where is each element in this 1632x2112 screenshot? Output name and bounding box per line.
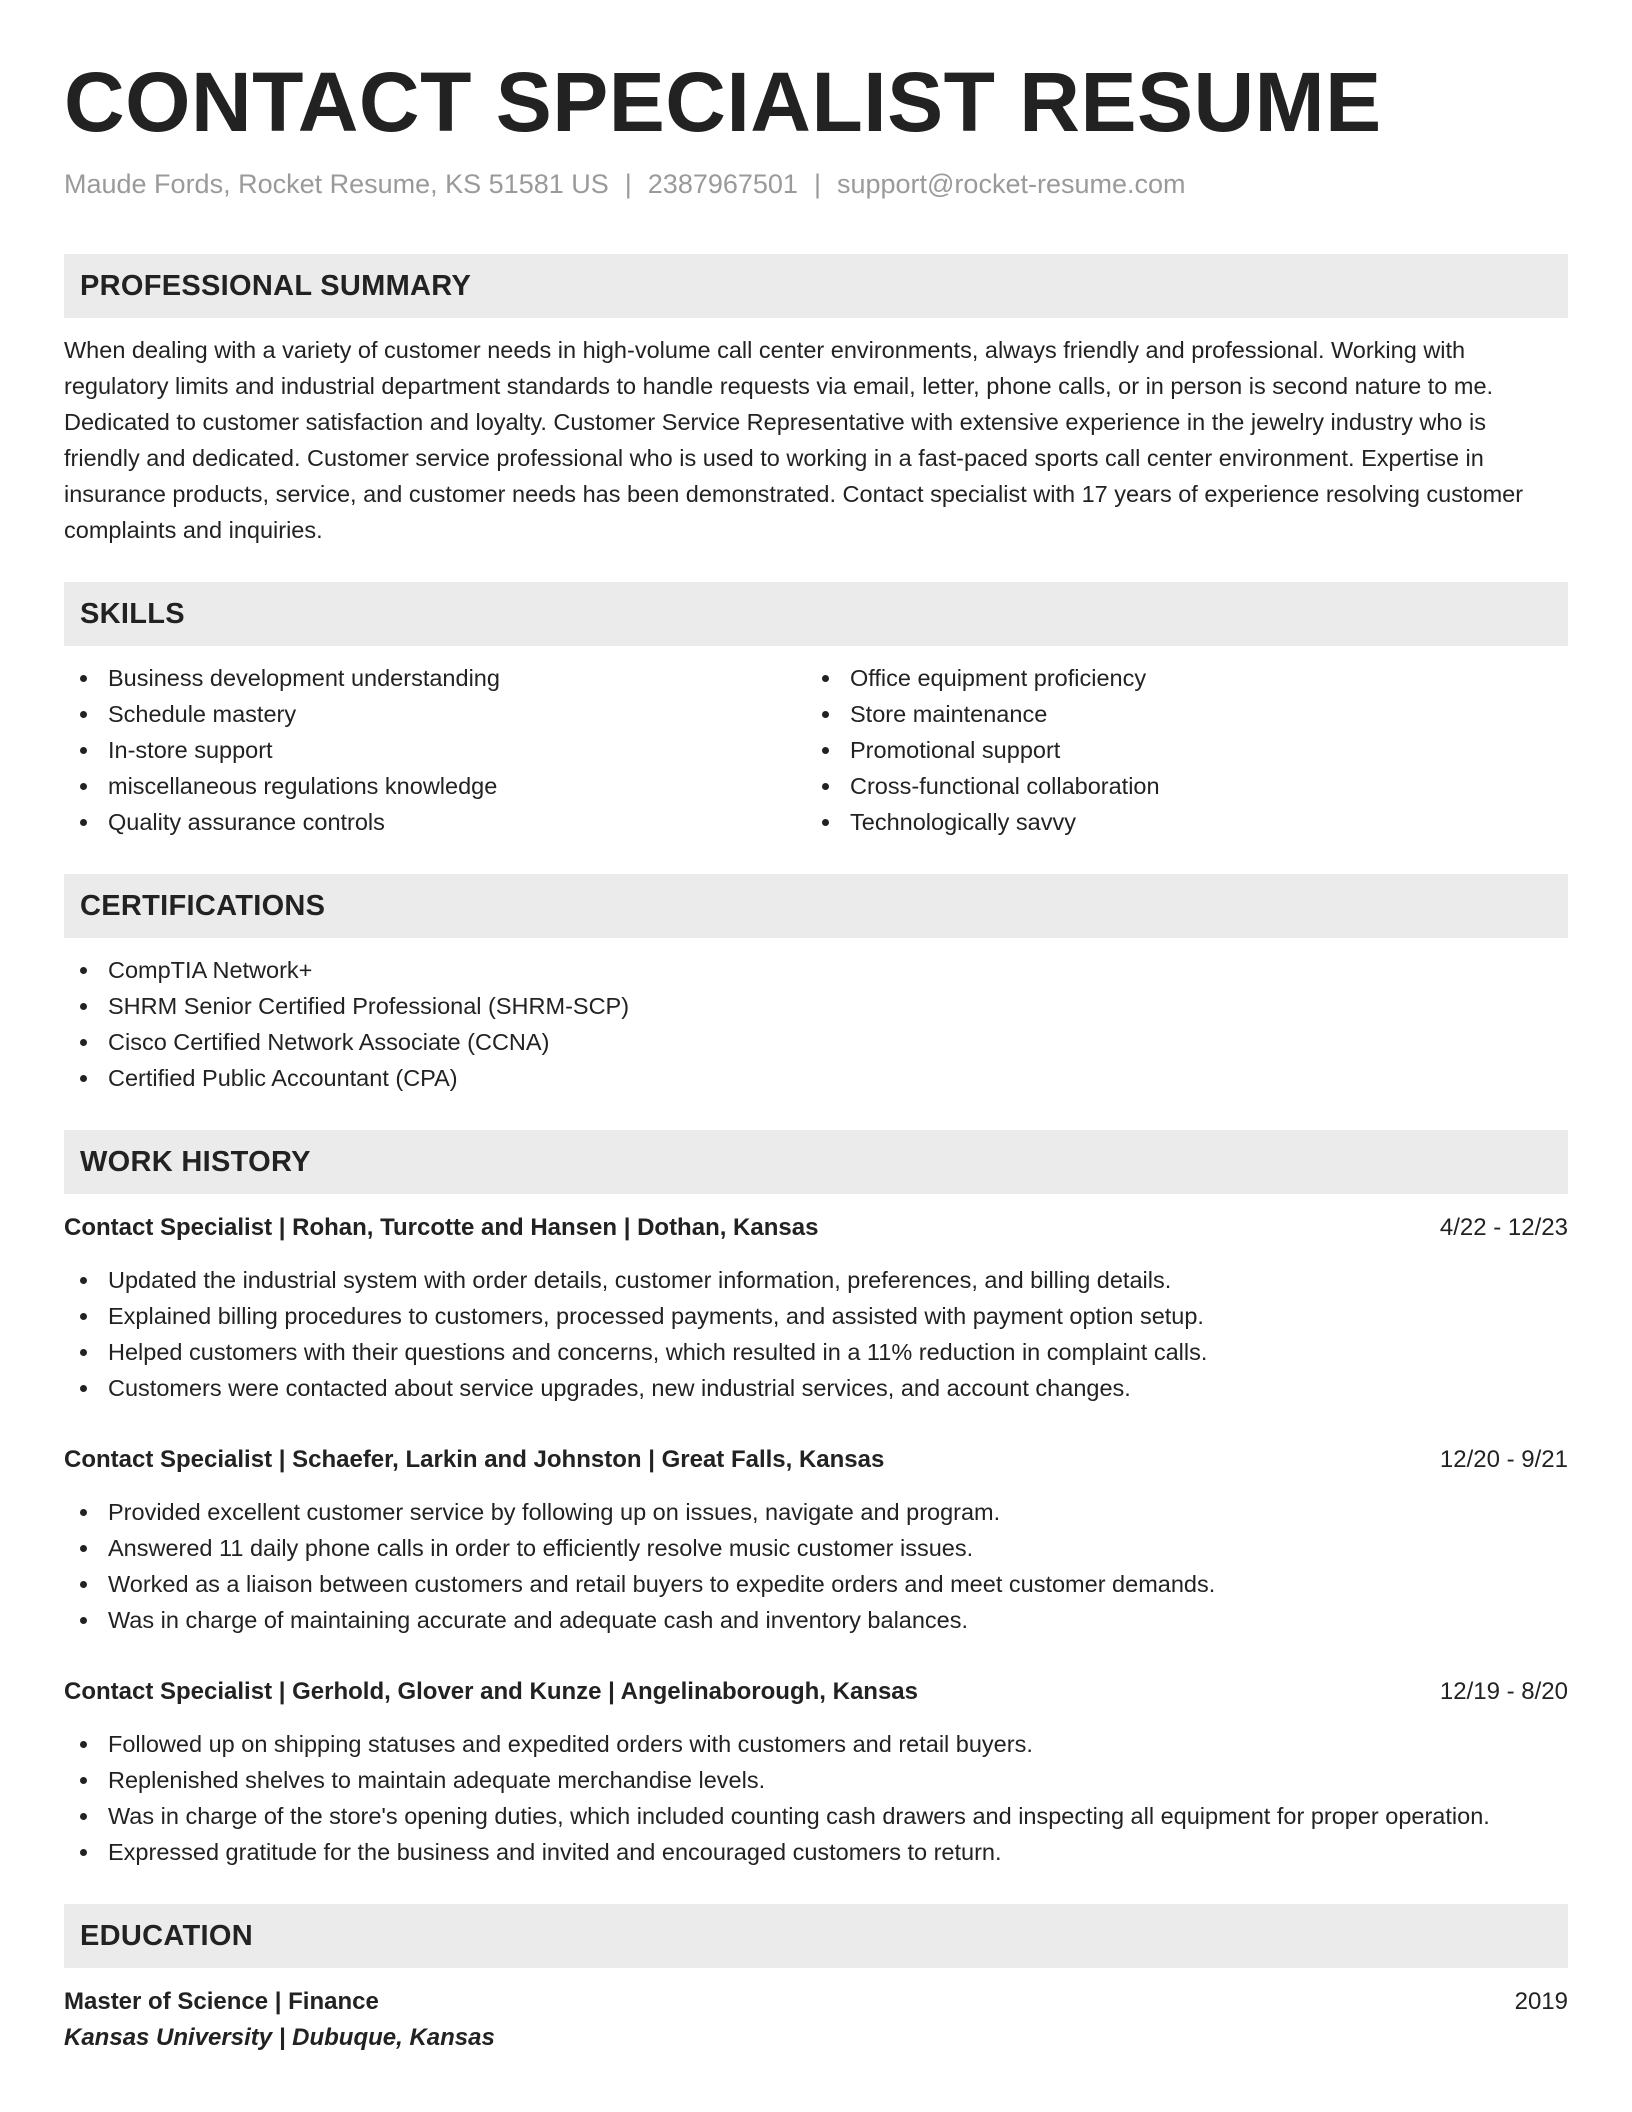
work-history-heading: WORK HISTORY xyxy=(64,1130,1568,1194)
job-bullet: Was in charge of maintaining accurate and adequate cash and inventory balances. xyxy=(64,1602,1568,1638)
job-header xyxy=(64,1442,1568,1478)
certification-item: Certified Public Accountant (CPA) xyxy=(64,1060,1568,1096)
job-header xyxy=(64,1674,1568,1710)
education-school: Kansas University | Dubuque, Kansas xyxy=(64,2024,495,2051)
resume-page xyxy=(64,52,1568,2056)
job-entry xyxy=(64,1210,1568,1406)
contact-phone: 2387967501 xyxy=(647,169,798,199)
job-header xyxy=(64,1210,1568,1246)
job-bullet: Expressed gratitude for the business and invited and encouraged customers to return. xyxy=(64,1834,1568,1870)
skills-column-right xyxy=(806,660,1548,840)
contact-info xyxy=(64,166,1568,202)
skills-column-left xyxy=(64,660,806,840)
contact-separator: | xyxy=(813,169,821,199)
job-bullet: Provided excellent customer service by following up on issues, navigate and program. xyxy=(64,1494,1568,1530)
contact-separator: | xyxy=(624,169,632,199)
job-bullet: Worked as a liaison between customers and retail buyers to expedite orders and meet customer demands. xyxy=(64,1566,1568,1602)
job-bullet: Answered 11 daily phone calls in order to efficiently resolve music customer issues. xyxy=(64,1530,1568,1566)
job-title: Contact Specialist | Rohan, Turcotte and Hansen | Dothan, Kansas xyxy=(64,1214,819,1241)
skill-item: Office equipment proficiency xyxy=(806,660,1548,696)
job-dates: 4/22 - 12/23 xyxy=(1439,1214,1568,1241)
skill-item: Schedule mastery xyxy=(64,696,806,732)
skill-item: Promotional support xyxy=(806,732,1548,768)
education-header xyxy=(64,1984,1568,2020)
job-bullet: Followed up on shipping statuses and expedited orders with customers and retail buyers. xyxy=(64,1726,1568,1762)
certification-item: Cisco Certified Network Associate (CCNA) xyxy=(64,1024,1568,1060)
education-degree: Master of Science | Finance xyxy=(64,1988,379,2015)
job-bullet: Replenished shelves to maintain adequate merchandise levels. xyxy=(64,1762,1568,1798)
skill-item: Store maintenance xyxy=(806,696,1548,732)
certifications-list xyxy=(64,952,1568,1096)
certification-item: CompTIA Network+ xyxy=(64,952,1568,988)
job-entry xyxy=(64,1674,1568,1870)
job-bullets xyxy=(64,1262,1568,1406)
job-bullets xyxy=(64,1726,1568,1870)
job-dates: 12/20 - 9/21 xyxy=(1439,1446,1568,1473)
job-bullet: Helped customers with their questions and concerns, which resulted in a 11% reduction in complaint calls. xyxy=(64,1334,1568,1370)
job-title: Contact Specialist | Gerhold, Glover and Kunze | Angelinaborough, Kansas xyxy=(64,1678,919,1705)
skills-list xyxy=(64,660,1568,840)
job-bullet: Updated the industrial system with order details, customer information, preferences, and billing details. xyxy=(64,1262,1568,1298)
skill-item: Technologically savvy xyxy=(806,804,1548,840)
summary-text: When dealing with a variety of customer needs in high-volume call center environments, always friendly and professional. Working with regulatory limits and industrial department standards to handle requests via email, letter, phone calls, or in person is second nature to me. Dedicated to customer satisfaction and loyalty. Customer Service Representative with extensive experience in the jewelry industry who is friendly and dedicated. Customer service professional who is used to working in a fast-paced sports call center environment. Expertise in insurance products, service, and customer needs has been demonstrated. Contact specialist with 17 years of experience resolving customer complaints and inquiries. xyxy=(64,337,1524,543)
job-dates: 12/19 - 8/20 xyxy=(1439,1678,1568,1705)
contact-email: support@rocket-resume.com xyxy=(836,169,1186,199)
skill-item: In-store support xyxy=(64,732,806,768)
job-bullet: Explained billing procedures to customers, processed payments, and assisted with payment option setup. xyxy=(64,1298,1568,1334)
certifications-heading: CERTIFICATIONS xyxy=(64,874,1568,938)
certification-item: SHRM Senior Certified Professional (SHRM-SCP) xyxy=(64,988,1568,1024)
job-bullets xyxy=(64,1494,1568,1638)
education-year: 2019 xyxy=(1514,1988,1568,2015)
education-heading: EDUCATION xyxy=(64,1904,1568,1968)
job-bullet: Was in charge of the store's opening duties, which included counting cash drawers and inspecting all equipment for proper operation. xyxy=(64,1798,1568,1834)
job-entry xyxy=(64,1442,1568,1638)
job-bullet: Customers were contacted about service upgrades, new industrial services, and account changes. xyxy=(64,1370,1568,1406)
resume-title: CONTACT SPECIALIST RESUME xyxy=(64,55,1382,149)
contact-address: Maude Fords, Rocket Resume, KS 51581 US xyxy=(64,169,609,199)
skill-item: Quality assurance controls xyxy=(64,804,806,840)
summary-heading: PROFESSIONAL SUMMARY xyxy=(64,254,1568,318)
skill-item: Business development understanding xyxy=(64,660,806,696)
skills-heading: SKILLS xyxy=(64,582,1568,646)
job-title: Contact Specialist | Schaefer, Larkin and Johnston | Great Falls, Kansas xyxy=(64,1446,885,1473)
skill-item: Cross-functional collaboration xyxy=(806,768,1548,804)
skill-item: miscellaneous regulations knowledge xyxy=(64,768,806,804)
